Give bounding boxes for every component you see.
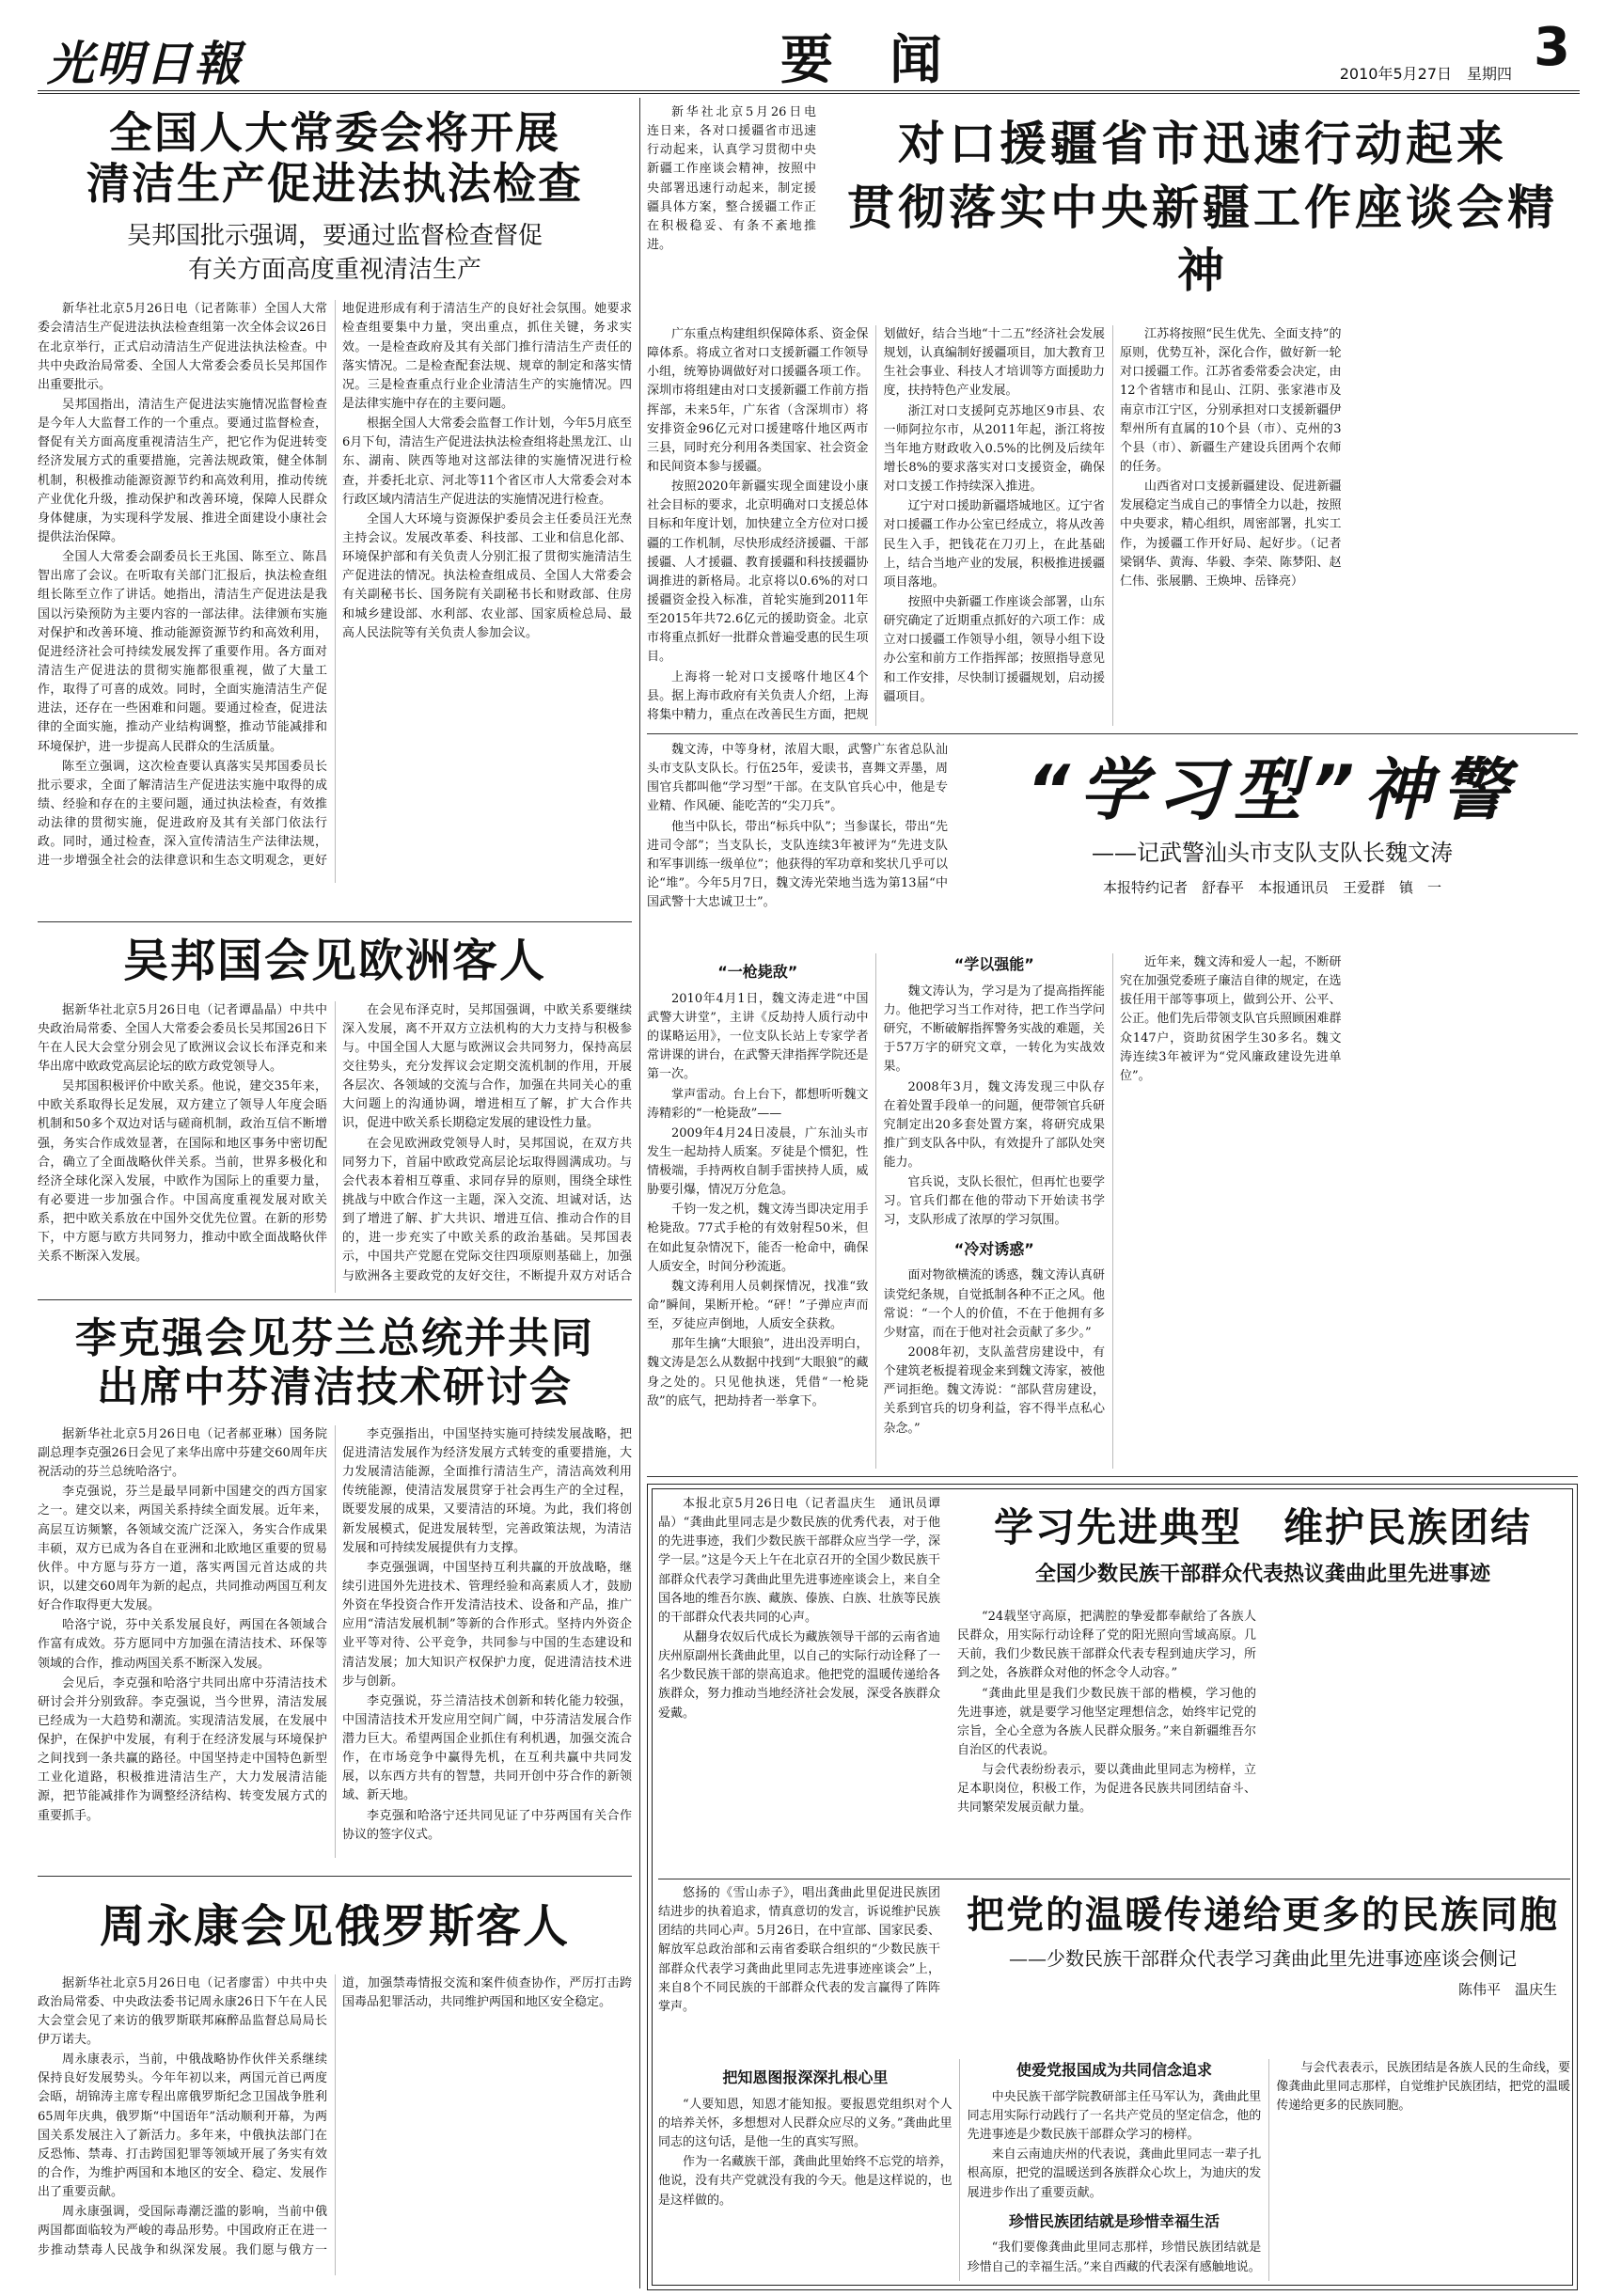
- paragraph: 面对物欲横流的诱惑，魏文涛认真研读党纪条规，自觉抵制各种不正之风。他常说：“一个人的价值，不在于他拥有多少财富，而在于他对社会贡献了多少。”: [883, 1268, 1105, 1340]
- article-body: [647, 325, 1578, 726]
- section-divider: [647, 733, 1578, 734]
- paragraph: 与会代表纷纷表示，要以龚曲此里同志为榜样，立足本职岗位，积极工作，为促进各民族共同团结奋斗、共同繁荣发展贡献力量。: [957, 1763, 1256, 1816]
- paragraph: 据新华社北京5月26日电（记者廖雷）中共中央政治局常委、中央政法委书记周永康26日下午在人民大会堂会见了来访的俄罗斯联邦麻醉品监督总局局长伊万诺夫。: [38, 1975, 327, 2048]
- paragraph: 陈至立强调，这次检查要认真落实吴邦国委员长批示要求，全面了解清洁生产促进法实施中取得的成绩、经验和存在的主要问题，通过执法检查，有效推动法律的贯彻实施，促进政府及其有关部门依法行政。同时，通过检查，深入宣传清洁生产法律法规，进一步增强全社会的法律意识和生态文明观念，更好地促进形成有利于清洁生产的良好社会氛围。她要求检查组要集中力量，突出重点，抓住关键，务求实效。一是检查政府及其有关部门推行清洁生产责任的落实情况。二是检查配套法规、规章的制定和落实情况。三是检查重点行业企业清洁生产的实施情况。四是法律实施中存在的主要问题。: [38, 302, 632, 869]
- paragraph: 魏文涛利用人员刺探情况，找准“致命”瞬间，果断开枪。“砰！”子弹应声而至，歹徒应声倒地，人质安全获救。: [647, 1279, 869, 1332]
- headline: 把党的温暖传递给更多的民族同胞: [967, 1894, 1559, 1937]
- article-zhou-yongkang-russia: [38, 1883, 632, 2289]
- article-lead: [647, 103, 829, 320]
- section-title: 要闻: [780, 30, 999, 91]
- paragraph: 2008年初，支队盖营房建设中，有个建筑老板提着现金来到魏文涛家，被他严词拒绝。魏文涛说：“部队营房建设，关系到官兵的切身利益，容不得半点私心杂念。”: [883, 1345, 1105, 1436]
- article-body: [38, 1001, 632, 1293]
- paragraph: “龚曲此里是我们少数民族干部的楷模，学习他的先进事迹，就是要学习他坚定理想信念，始终牢记党的宗旨，全心全意为各族人民群众服务。”来自新疆维吾尔自治区的代表说。: [957, 1686, 1256, 1757]
- paragraph: 据新华社北京5月26日电（记者郝亚琳）国务院副总理李克强26日会见了来华出席中芬建交60周年庆祝活动的芬兰总统哈洛宁。: [38, 1426, 327, 1480]
- section-head: “冷对诱惑”: [953, 1239, 1034, 1258]
- headline: 吴邦国会见欧洲客人: [122, 935, 546, 987]
- section-head: 使爱党报国成为共同信念追求: [1016, 2061, 1212, 2079]
- subhead: 全国少数民族干部群众代表热议龚曲此里先进事迹: [1034, 1562, 1490, 1586]
- paragraph: 在会见欧洲政党领导人时，吴邦国说，在双方共同努力下，首届中欧政党高层论坛取得圆满成功。与会代表本着相互尊重、求同存异的原则，围绕全球性挑战与中欧合作这一主题，深入交流、坦诚对话，达到了增进了解、扩大共识、增进互信、推动合作的目的，进一步充实了中欧关系的政治基础。吴邦国表示，中国共产党愿在党际交往四项原则基础上，加强与欧洲各主要政党的友好交往，不断提升双方对话合: [342, 1136, 632, 1283]
- paragraph: 广东重点构建组织保障体系、资金保障体系。将成立省对口支援新疆工作领导小组，统筹协调做好对口援疆各项工作。深圳市将组建由对口支援新疆工作前方指挥部，未来5年，广东省（含深圳市）将安排资金96亿元对口援建喀什地区两市三县，同时充分利用各类国家、社会资金和民间资本参与援疆。: [647, 327, 869, 474]
- section-head: 把知恩图报深深扎根心里: [722, 2068, 889, 2086]
- headline-line: 贯彻落实中央新疆工作座谈会精神: [847, 180, 1558, 298]
- article-ethnic-unity: [658, 1495, 1570, 1875]
- paragraph: 全国人大环境与资源保护委员会主任委员汪光焘主持会议。发展改革委、科技部、工业和信息化部、环境保护部和有关负责人分别汇报了贯彻实施清洁生产促进法的情况。执法检查组成员、全国人大常委会有关副秘书长、国务院有关副秘书长和财政部、住房和城乡建设部、水利部、农业部、国家质检总局、最高人民法院等有关负责人参加会议。: [342, 511, 632, 640]
- paragraph: 那年生擒“大眼狼”，进出没弄明白，魏文涛是怎么从数据中找到“大眼狼”的藏身之处的。只见他执迷，凭借“一枪毙敌”的底气，把劫持者一举拿下。: [647, 1337, 869, 1408]
- subhead-line: 吴邦国批示强调，要通过监督检查督促: [126, 221, 543, 250]
- paragraph: 来自云南迪庆州的代表说，龚曲此里同志一辈子扎根高原，把党的温暖送到各族群众心坎上，为迪庆的发展进步作出了重要贡献。: [967, 2147, 1262, 2200]
- paragraph: 山西省对口支援新疆建设、促进新疆发展稳定当成自己的事情全力以赴，按照中央要求，精心组织，周密部署，扎实工作，为援疆工作开好局、起好步。（记者梁钢华、黄海、华毅、李荣、陈梦阳、赵仁伟、张展鹏、王焕坤、岳锋亮）: [1120, 480, 1342, 589]
- paragraph: 吴邦国积极评价中欧关系。他说，建交35年来，中欧关系取得长足发展，双方建立了领导人年度会晤机制和50多个双边对话与磋商机制，政治互信不断增强，务实合作成效显著，在国际和地区事务中密切配合，确立了全面战略伙伴关系。当前，世界多极化和经济全球化深入发展，中欧作为国际上的重要力量，有必要进一步加强合作。中国高度重视发展对欧关系，把中欧关系放在中国外交优先位置。在新的形势下，中方愿与欧方共同努力，推动中欧全面战略伙伴关系不断深入发展。: [38, 1079, 327, 1265]
- headline-line: 李克强会见芬兰总统并共同: [75, 1314, 594, 1362]
- paragraph: 与会代表表示，民族团结是各族人民的生命线，要像龚曲此里同志那样，自觉维护民族团结，把党的温暖传递给更多的民族同胞。: [1276, 2061, 1570, 2114]
- paragraph: 新华社北京5月26日电（记者陈菲）全国人大常委会清洁生产促进法执法检查组第一次全体会议26日在北京举行，正式启动清洁生产促进法执法检查。中共中央政治局常委、全国人大常委会委员长吴邦国作出重要批示。: [38, 302, 327, 392]
- article-xinjiang-aid: [647, 103, 1578, 730]
- article-learning-police: [647, 741, 1578, 1472]
- paragraph: 按照2020年新疆实现全面建设小康社会目标的要求，北京明确对口支援总体目标和年度计划，加快建立全方位对口援疆的工作机制，尽快形成经济援疆、干部援疆、人才援疆、教育援疆和科技援疆协调推进的新格局。北京将以0.6%的对口援疆资金投入标准，首轮实施到2011年至2015年共72.6亿元的援助资金。北京市将重点抓好一批群众普遍受惠的民生项目。: [647, 480, 869, 665]
- paragraph: 官兵说，支队长很忙，但再忙也要学习。官兵们都在他的带动下开始读书学习，支队形成了浓厚的学习氛围。: [883, 1175, 1105, 1228]
- headline: 周永康会见俄罗斯客人: [99, 1900, 570, 1953]
- article-wu-bangguo-europe: [38, 929, 632, 1296]
- paragraph: 辽宁对口援助新疆塔城地区。辽宁省对口援疆工作办公室已经成立，将从改善民生入手，把钱花在刀刃上，在此基础上，结合当地产业的发展，积极推进援疆项目落地。: [883, 499, 1105, 590]
- subhead-line: 有关方面高度重视清洁生产: [187, 255, 481, 284]
- article-lead: [658, 1495, 940, 1871]
- paragraph: “人要知恩，知恩才能知报。要报恩党组织对个人的培养关怀，多想想对人民群众应尽的义务。”龚曲此里同志的这句话，是他一生的真实写照。: [658, 2097, 953, 2150]
- paragraph: 李克强强调，中国坚持互利共赢的开放战略，继续引进国外先进技术、管理经验和高素质人才，鼓励外资在华投资合作开发清洁技术、设备和产品，推广应用“清洁发展机制”等新的合作形式。坚持内外资企业平等对待、公平竞争，共同参与中国的生态建设和清洁发展；加大知识产权保护力度，促进清洁技术进步与创新。: [342, 1560, 632, 1689]
- paragraph: 魏文涛认为，学习是为了提高指挥能力。他把学习当工作对待，把工作当学问研究，不断破解指挥警务实战的难题，关于57万字的研究文章，一转化为实战效果。: [883, 983, 1105, 1075]
- byline: 陈伟平 温庆生: [1457, 1981, 1557, 1999]
- paragraph: “24载坚守高原，把满腔的挚爱都奉献给了各族人民群众，用实际行动诠释了党的阳光照向雪域高原。几天前，我们少数民族干部群众代表专程到迪庆学习，所到之处，各族群众对他的怀念令人动容。”: [957, 1610, 1256, 1681]
- section-head: “学以强能”: [953, 955, 1034, 973]
- article-intro: [658, 1884, 940, 2053]
- paragraph: 悠扬的《雪山赤子》，唱出龚曲此里促进民族团结进步的执着追求，情真意切的发言，诉说维护民族团结的共同心声。5月26日，在中宣部、国家民委、解放军总政治部和云南省委联合组织的“少数民族干部群众代表学习龚曲此里同志先进事迹座谈会”上，来自8个不同民族的干部群众代表的发言赢得了阵阵掌声。: [658, 1886, 940, 2014]
- paragraph: 中央民族干部学院教研部主任马军认为，龚曲此里同志用实际行动践行了一名共产党员的坚定信念，他的先进事迹是少数民族干部群众学习的榜样。: [967, 2089, 1262, 2143]
- paragraph: 根据全国人大常委会监督工作计划，今年5月底至6月下旬，清洁生产促进法执法检查组将赴黑龙江、山东、湖南、陕西等地对这部法律的实施情况进行检查，并委托北京、河北等11个省区市人大常委会对本行政区域内清洁生产促进法的实施情况进行检查。: [342, 417, 632, 507]
- paragraph: 千钧一发之机，魏文涛当即决定用手枪毙敌。77式手枪的有效射程50米，但在如此复杂情况下，能否一枪命中，确保人质安全，时间分秒流逝。: [647, 1203, 869, 1274]
- paragraph: “我们要像龚曲此里同志那样，珍惜民族团结就是珍惜自己的幸福生活。”来自西藏的代表深有感触地说。: [967, 2241, 1262, 2274]
- paragraph: 他当中队长，带出“标兵中队”；当参谋长，带出“先进司令部”；当支队长，支队连续3年被评为“先进支队和军事训练一级单位”；他获得的军功章和奖状几乎可以论“堆”。今年5月7日，魏文涛光荣地当选为第13届“中国武警十大忠诚卫士”。: [647, 819, 948, 910]
- article-body: [38, 1425, 632, 1858]
- section-divider: [38, 1876, 632, 1877]
- article-npc-inspection: [38, 103, 632, 918]
- paragraph: 周永康强调，受国际毒潮泛滥的影响，当前中俄两国都面临较为严峻的毒品形势。中国政府正在进一步推动禁毒人民战争和纵深发展。我们愿与俄方一道，加强禁毒情报交流和案件侦查协作，严厉打击跨国毒品犯罪活动，共同维护两国和地区安全稳定。: [38, 1975, 632, 2257]
- paragraph: 魏文涛，中等身材，浓眉大眼，武警广东省总队汕头市支队支队长。行伍25年，爱读书，喜舞文弄墨，周围官兵都叫他“学习型”干部。在支队官兵心中，他是专业精、作风硬、能吃苦的“尖刀兵”。: [647, 743, 948, 814]
- paragraph: 新华社北京5月26日电 连日来，各对口援疆省市迅速行动起来，认真学习贯彻中央新疆工作座谈会精神，按照中央部署迅速行动起来，制定援疆具体方案，整合援疆工作正在积极稳妥、有条不紊地推进。: [647, 105, 829, 252]
- article-body: [957, 1608, 1570, 1871]
- section-divider: [38, 1299, 632, 1300]
- paragraph: 2010年4月1日，魏文涛走进“中国武警大讲堂”，主讲《反劫持人质行动中的谋略运用》，一位支队长站上专家学者常讲课的讲台，在武警天津指挥学院还是第一次。: [647, 991, 869, 1082]
- paragraph: 本报北京5月26日电（记者温庆生 通讯员谭晶）“龚曲此里同志是少数民族的优秀代表，对于他的先进事迹，我们少数民族干部群众应当学一学，深学一层。”这是今天上午在北京召开的全国少数民族干部群众代表学习龚曲此里先进事迹座谈会上，来自全国各地的维吾尔族、藏族、傣族、白族、壮族等民族的干部群众代表共同的心声。: [658, 1497, 940, 1625]
- article-body: [658, 2059, 1570, 2281]
- paragraph: 李克强和哈洛宁还共同见证了中芬两国有关合作协议的签字仪式。: [342, 1808, 632, 1842]
- paragraph: 浙江对口支援阿克苏地区9市县、农一师阿拉尔市，从2011年起，浙江将按当年地方财政收入0.5%的比例及后续年增长8%的要求落实对口支援资金，确保对口支援工作持续深入推进。: [883, 403, 1105, 495]
- headline: 学习先进典型 维护民族团结: [993, 1504, 1532, 1550]
- section-head: 珍惜民族团结就是珍惜幸福生活: [1008, 2211, 1220, 2230]
- headline: “学习型”神警: [1026, 750, 1519, 829]
- page-number: 3: [1534, 17, 1570, 78]
- article-intro: [647, 741, 948, 948]
- paragraph: 2008年3月，魏文涛发现三中队存在着处置手段单一的问题，便带领官兵研究制定出20多套处置方案，将研究成果推广到支队各中队，有效提升了部队处突能力。: [883, 1079, 1105, 1171]
- article-party-warmth: [658, 1884, 1570, 2285]
- paragraph: 按照中央新疆工作座谈会部署，山东研究确定了近期重点抓好的六项工作：成立对口援疆工作领导小组，领导小组下设办公室和前方工作指挥部；按照指导意见和工作安排，尽快制订援疆规划，启动援疆项目。: [883, 594, 1105, 704]
- newspaper-logo: 光明日報: [47, 36, 243, 91]
- column-divider: [639, 98, 640, 2288]
- headline-line: 全国人大常委会将开展: [109, 107, 560, 158]
- paragraph: 从翻身农奴后代成长为藏族领导干部的云南省迪庆州原副州长龚曲此里，以自己的实际行动诠释了一名少数民族干部的崇高追求。他把党的温暖传递给各族群众，努力推动当地经济社会发展，深受各族群众爱戴。: [658, 1629, 940, 1721]
- headline-line: 对口援疆省市迅速行动起来: [898, 117, 1507, 171]
- subhead: ——记武警汕头市支队支队长魏文涛: [1092, 839, 1453, 866]
- article-body: [38, 1974, 632, 2275]
- paragraph: 吴邦国指出，清洁生产促进法实施情况监督检查是今年人大监督工作的一个重点。要通过监督检查，督促有关方面高度重视清洁生产，把它作为促进转变经济发展方式的重要措施，完善法规政策，健全体制机制，积极推动能源资源节约和高效利用，推动传统产业优化升级，推动保护和改善环境，保障人民群众身体健康，为实现科学发展、推进全面建设小康社会提供法治保障。: [38, 398, 327, 544]
- paragraph: 上海将一轮对口支援喀什地区4个县。据上海市政府有关负责人介绍，上海将集中精力，重点在改善民生方面，把规划做好，结合当地“十二五”经济社会发展规划，认真编制好援疆项目，加大教育卫生社会事业、科技人才培训等方面援助力度，扶持特色产业发展。: [647, 327, 1105, 722]
- masthead: [38, 9, 1580, 94]
- section-head: “一枪毙敌”: [717, 963, 798, 981]
- subhead: ——少数民族干部群众代表学习龚曲此里先进事迹座谈会侧记: [1009, 1947, 1517, 1971]
- paragraph: 全国人大常委会副委员长王兆国、陈至立、陈昌智出席了会议。在听取有关部门汇报后，执法检查组组长陈至立作了讲话。她指出，清洁生产促进法是我国以污染预防为主要内容的一部法律。法律颁布实施对保护和改善环境、推动能源资源节约和高效利用，促进经济社会可持续发展发挥了重要作用。各方面对清洁生产促进法的贯彻实施都很重视，做了大量工作，取得了可喜的成效。同时，全面实施清洁生产促进法，还存在一些困难和问题。要通过检查，促进法律的全面实施，推动产业结构调整，推动节能减排和环境保护，进一步提高人民群众的生活质量。: [38, 550, 327, 754]
- section-divider: [647, 1476, 1578, 1477]
- paragraph: 掌声雷动。台上台下，都想听听魏文涛精彩的“一枪毙敌”——: [647, 1087, 869, 1121]
- paragraph: 江苏将按照“民生优先、全面支持”的原则，优势互补，深化合作，做好新一轮对口援疆工作。江苏省委常委会决定，由12个省辖市和昆山、江阴、张家港市及南京市江宁区，分别承担对口支援新疆伊犁州所有直属的10个县（市）、克州的3个县（市）、新疆生产建设兵团两个农师的任务。: [1120, 327, 1342, 474]
- paragraph: 哈洛宁说，芬中关系发展良好，两国在各领域合作富有成效。芬方愿同中方加强在清洁技术、环保等领域的合作，推动两国关系不断深入发展。: [38, 1618, 327, 1671]
- paragraph: 李克强指出，中国坚持实施可持续发展战略，把促进清洁发展作为经济发展方式转变的重要措施，大力发展清洁能源，全面推行清洁生产，清洁高效利用传统能源，使清洁发展贯穿于社会再生产的全过程，既要发展的成果，又要清洁的环境。为此，我们将创新发展模式，促进发展转型，完善政策法规，为清洁发展和可持续发展提供有力支撑。: [342, 1426, 632, 1555]
- byline: 本报特约记者 舒春平 本报通讯员 王爱群 镇 一: [1102, 878, 1441, 896]
- paragraph: 作为一名藏族干部，龚曲此里始终不忘党的培养，他说，没有共产党就没有我的今天。他是这样说的，也是这样做的。: [658, 2155, 953, 2208]
- paragraph: 在会见布泽克时，吴邦国强调，中欧关系要继续深入发展，离不开双方立法机构的大力支持与积极参与。中国全国人大愿与欧洲议会共同努力，保持高层交往势头，充分发挥议会定期交流机制的作用，开展各层次、各领域的交流与合作，加强在共同关心的重大问题上的沟通协调，增进相互了解，扩大合作共识，促进中欧关系长期稳定发展的建设性力量。: [342, 1002, 632, 1131]
- issue-date: 2010年5月27日 星期四: [1339, 65, 1512, 83]
- paragraph: 据新华社北京5月26日电（记者谭晶晶）中共中央政治局常委、全国人大常委会委员长吴邦国26日下午在人民大会堂分别会见了欧洲议会议长布泽克和来华出席中欧政党高层论坛的欧方政党领导人。: [38, 1002, 327, 1075]
- paragraph: 会见后，李克强和哈洛宁共同出席中芬清洁技术研讨会并分别致辞。李克强说，当今世界，清洁发展已经成为一大趋势和潮流。实现清洁发展，在发展中保护，在保护中发展，有利于在经济发展与环境保护之间找到一条共赢的路径。中国坚持走中国特色新型工业化道路，积极推进清洁生产，大力发展清洁能源，把节能减排作为调整经济结构、转变发展方式的重要抓手。: [38, 1675, 327, 1823]
- paragraph: 近年来，魏文涛和爱人一起，不断研究在加强党委班子廉洁自律的规定，在选拔任用干部等事项上，做到公开、公平、公正。他们先后带领支队官兵照顾困难群众147户，资助贫困学生30多名。魏文涛连续3年被评为“党风廉政建设先进单位”。: [1120, 955, 1342, 1083]
- section-divider: [38, 921, 632, 922]
- paragraph: 李克强说，芬兰清洁技术创新和转化能力较强，中国清洁技术开发应用空间广阔，中芬清洁发展合作潜力巨大。希望两国企业抓住有利机遇，加强交流合作，在市场竞争中赢得先机，在互利共赢中共同发展，以东西方共有的智慧，共同开创中芬合作的新领域、新天地。: [342, 1693, 632, 1803]
- headline-line: 清洁生产促进法执法检查: [87, 158, 583, 210]
- paragraph: 2009年4月24日凌晨，广东汕头市发生一起劫持人质案。歹徒是个惯犯，性情极端，手持两枚自制手雷挟持人质，威胁要引爆，情况万分危急。: [647, 1125, 869, 1198]
- article-li-keqiang-finland: [38, 1309, 632, 1871]
- boxed-feature: [647, 1484, 1578, 2290]
- paragraph: 周永康表示，当前，中俄战略协作伙伴关系继续保持良好发展势头。今年年初以来，两国元首已两度会晤，胡锦涛主席专程出席俄罗斯纪念卫国战争胜利65周年庆典，俄罗斯“中国语年”活动顺利开幕，为两国关系发展注入了新活力。多年来，中俄执法部门在反恐怖、禁毒、打击跨国犯罪等领域开展了务实有效的合作，为维护两国和本地区的安全、稳定、发展作出了重要贡献。: [38, 2052, 327, 2200]
- article-body: [38, 300, 632, 883]
- paragraph: 李克强说，芬兰是最早同新中国建交的西方国家之一。建交以来，两国关系持续全面发展。近年来，高层互访频繁，各领域交流广泛深入，务实合作成果丰硕，双方已成为各自在亚洲和北欧地区重要的贸易伙伴。中方愿与芬方一道，落实两国元首达成的共识，以建交60周年为新的起点，共同推动两国互利友好合作取得更大发展。: [38, 1485, 327, 1613]
- article-body: [647, 953, 1578, 1469]
- headline-line: 出席中芬清洁技术研讨会: [97, 1362, 573, 1411]
